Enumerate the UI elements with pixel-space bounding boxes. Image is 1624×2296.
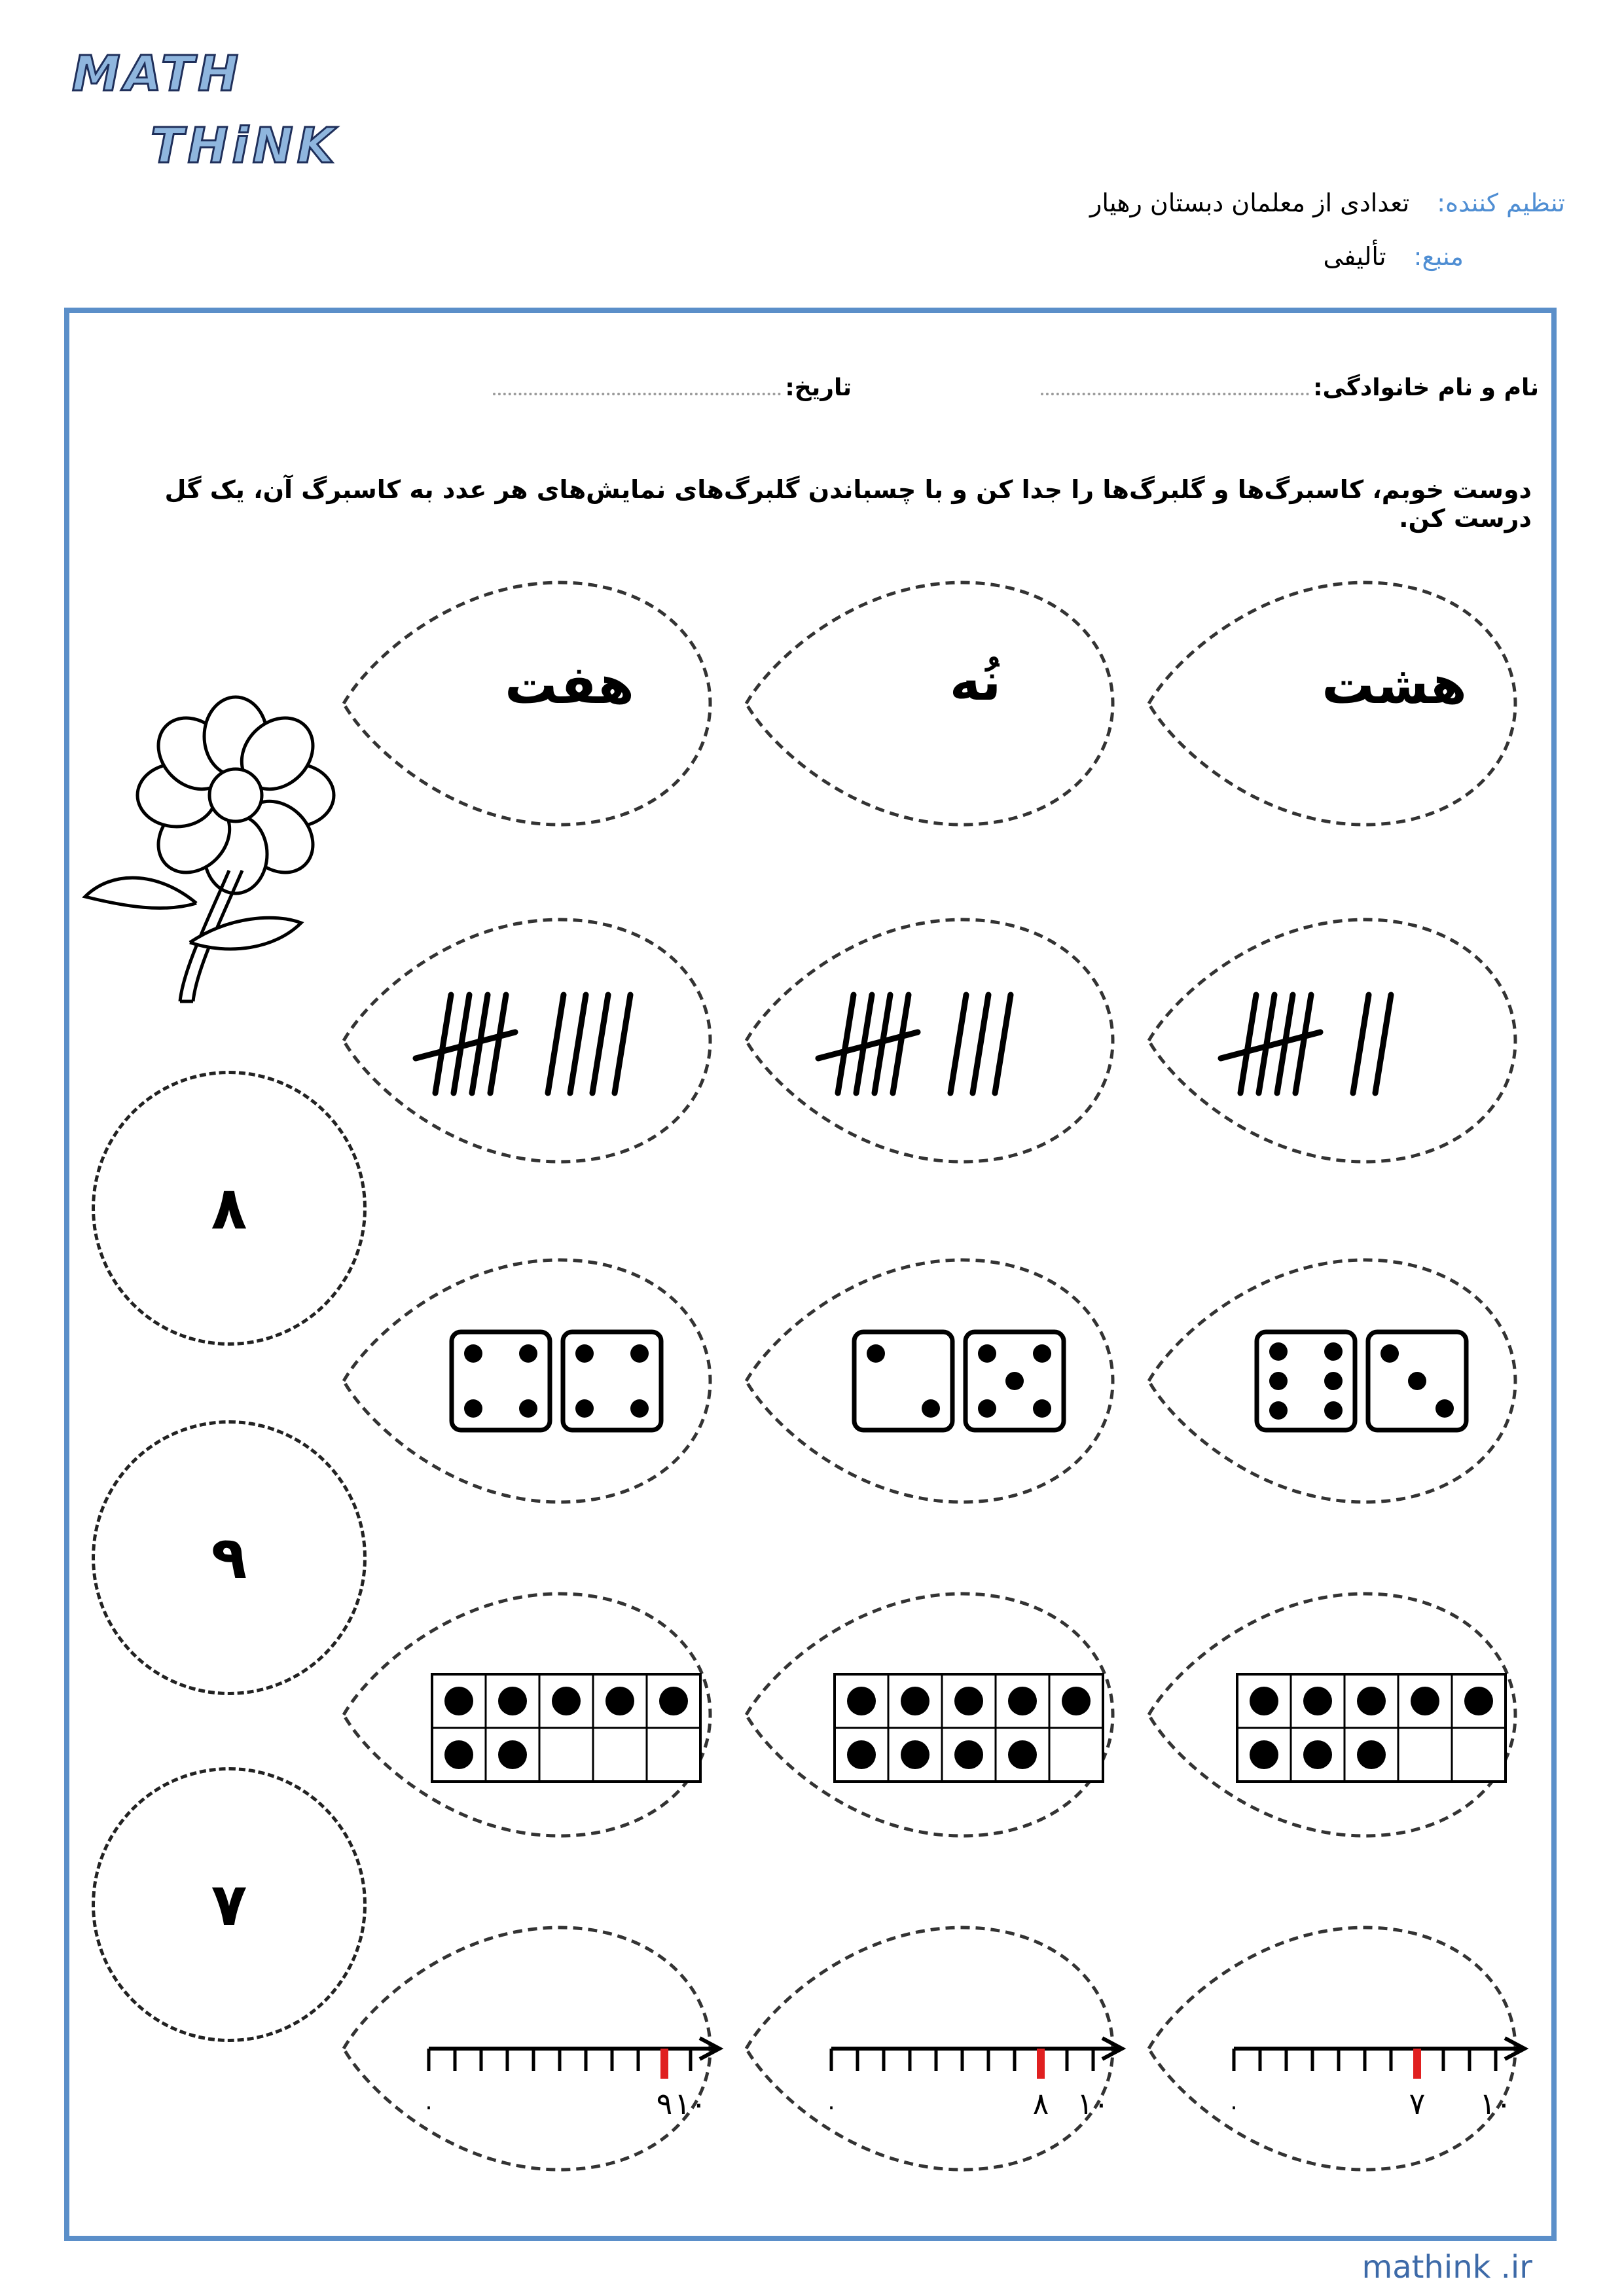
ten-frame-counter bbox=[1250, 1740, 1278, 1769]
die-pip bbox=[464, 1344, 482, 1363]
tally-stroke bbox=[838, 995, 854, 1093]
tally-stroke bbox=[1240, 995, 1256, 1093]
flower-icon bbox=[85, 697, 334, 1001]
ten-frame-counter bbox=[954, 1740, 983, 1769]
die-pip bbox=[1033, 1344, 1051, 1363]
die-pip bbox=[978, 1344, 996, 1363]
die-body bbox=[452, 1332, 550, 1430]
ten-frame-counter bbox=[954, 1687, 983, 1715]
sepal-circle[interactable] bbox=[92, 1420, 367, 1695]
ten-frame-counter bbox=[901, 1740, 929, 1769]
organizer-value: تعدادی از معلمان دبستان رهیار bbox=[1090, 188, 1410, 217]
die-pip bbox=[1435, 1399, 1454, 1418]
ten-frame bbox=[835, 1674, 1103, 1782]
tally-stroke bbox=[1353, 995, 1369, 1093]
die-face bbox=[1257, 1332, 1355, 1430]
number-line-end-label: ۱۰ bbox=[674, 2086, 707, 2121]
die-pip bbox=[1324, 1342, 1343, 1361]
tally-stroke bbox=[995, 995, 1011, 1093]
die-pip bbox=[1324, 1401, 1343, 1420]
die-pip bbox=[922, 1399, 940, 1418]
die-pip bbox=[575, 1399, 594, 1418]
ten-frame-counter bbox=[444, 1740, 473, 1769]
ten-frame-counter bbox=[1357, 1687, 1386, 1715]
ten-frame bbox=[1237, 1674, 1506, 1782]
flower-leaf bbox=[85, 878, 196, 908]
tally-stroke bbox=[1295, 995, 1311, 1093]
ten-frame-counter bbox=[1411, 1687, 1439, 1715]
tally-stroke bbox=[570, 995, 586, 1093]
number-line bbox=[1228, 2038, 1525, 2121]
tally-marks bbox=[416, 995, 630, 1093]
tally-stroke bbox=[893, 995, 909, 1093]
tally-marks bbox=[818, 995, 1011, 1093]
logo-line-2: THiNK bbox=[151, 118, 339, 174]
word-petal-label: هفت bbox=[505, 655, 634, 715]
ten-frame-counter bbox=[1250, 1687, 1278, 1715]
sepal-number: ۸ bbox=[211, 1174, 247, 1243]
ten-frame-counter bbox=[1303, 1740, 1332, 1769]
die-face bbox=[563, 1332, 661, 1430]
number-line-end-label: ۱۰ bbox=[1479, 2086, 1512, 2121]
sepal-circle[interactable] bbox=[92, 1767, 367, 2042]
die-body bbox=[563, 1332, 661, 1430]
die-pip bbox=[1380, 1344, 1399, 1363]
tally-stroke bbox=[548, 995, 564, 1093]
sepal-circle[interactable] bbox=[92, 1071, 367, 1346]
organizer-label: تنظیم کننده: bbox=[1437, 188, 1565, 217]
die-face bbox=[452, 1332, 550, 1430]
number-line bbox=[423, 2038, 719, 2121]
die-pip bbox=[1269, 1401, 1288, 1420]
date-label: تاریخ: bbox=[785, 374, 852, 401]
ten-frame-counter bbox=[498, 1740, 527, 1769]
flower-center bbox=[209, 769, 262, 821]
word-petal-label: نُه bbox=[949, 651, 1001, 712]
die-body bbox=[854, 1332, 952, 1430]
tally-stroke bbox=[592, 995, 608, 1093]
die-pip bbox=[630, 1399, 649, 1418]
ten-frame bbox=[432, 1674, 700, 1782]
die-face bbox=[1368, 1332, 1466, 1430]
die-pip bbox=[519, 1344, 537, 1363]
tally-stroke bbox=[615, 995, 630, 1093]
ten-frame-counter bbox=[1008, 1740, 1037, 1769]
tally-stroke bbox=[973, 995, 988, 1093]
die-face bbox=[965, 1332, 1064, 1430]
site-url[interactable]: mathink .ir bbox=[1362, 2249, 1532, 2286]
ten-frame-counter bbox=[659, 1687, 688, 1715]
die-pip bbox=[867, 1344, 885, 1363]
petal-outline bbox=[746, 920, 1113, 1162]
die-pip bbox=[630, 1344, 649, 1363]
petal-outline bbox=[344, 920, 710, 1162]
die-pip bbox=[1269, 1372, 1288, 1390]
ten-frame-counter bbox=[847, 1687, 876, 1715]
number-line-marked-label: ۸ bbox=[1032, 2086, 1049, 2121]
source-label: منبع: bbox=[1413, 242, 1464, 271]
die-pip bbox=[1324, 1372, 1343, 1390]
ten-frame-counter bbox=[847, 1740, 876, 1769]
ten-frame-counter bbox=[1357, 1740, 1386, 1769]
number-line-marked-label: ۹ bbox=[656, 2086, 673, 2121]
tally-stroke bbox=[435, 995, 451, 1093]
ten-frame-counter bbox=[498, 1687, 527, 1715]
sepal-number: ۹ bbox=[211, 1523, 247, 1592]
ten-frame-counter bbox=[552, 1687, 581, 1715]
die-pip bbox=[1269, 1342, 1288, 1361]
ten-frame-counter bbox=[444, 1687, 473, 1715]
die-pip bbox=[575, 1344, 594, 1363]
tally-stroke bbox=[490, 995, 506, 1093]
sepal-number: ۷ bbox=[211, 1870, 247, 1939]
die-pip bbox=[1005, 1372, 1024, 1390]
number-line-start-label: ۰ bbox=[1227, 2094, 1240, 2120]
ten-frame-counter bbox=[1008, 1687, 1037, 1715]
instruction-text: دوست خوبم، کاسبرگ‌ها و گلبرگ‌ها را جدا کن و با چسباندن گلبرگ‌های نمایش‌های هر عدد به کاسبرگ آن، یک گل درست کن. bbox=[164, 475, 1532, 533]
die-pip bbox=[978, 1399, 996, 1418]
word-petal-label: هشت bbox=[1322, 655, 1467, 715]
ten-frame-counter bbox=[605, 1687, 634, 1715]
die-face bbox=[854, 1332, 952, 1430]
ten-frame-counter bbox=[901, 1687, 929, 1715]
number-line-start-label: ۰ bbox=[825, 2094, 838, 2120]
source-value: تألیفی bbox=[1323, 242, 1386, 271]
ten-frame-counter bbox=[1464, 1687, 1493, 1715]
die-pip bbox=[464, 1399, 482, 1418]
petal-outline bbox=[1149, 920, 1515, 1162]
die-pip bbox=[519, 1399, 537, 1418]
tally-marks bbox=[1221, 995, 1391, 1093]
die-pip bbox=[1408, 1372, 1426, 1390]
number-line-end-label: ۱۰ bbox=[1077, 2086, 1110, 2121]
die-pip bbox=[1033, 1399, 1051, 1418]
number-line-start-label: ۰ bbox=[422, 2094, 435, 2120]
number-line bbox=[825, 2038, 1122, 2121]
name-label: نام و نام خانوادگی: bbox=[1313, 374, 1539, 401]
ten-frame-counter bbox=[1062, 1687, 1091, 1715]
number-line-marked-label: ۷ bbox=[1409, 2086, 1426, 2121]
tally-stroke bbox=[950, 995, 966, 1093]
ten-frame-counter bbox=[1303, 1687, 1332, 1715]
tally-stroke bbox=[1375, 995, 1391, 1093]
logo-line-1: MATH bbox=[72, 46, 243, 102]
